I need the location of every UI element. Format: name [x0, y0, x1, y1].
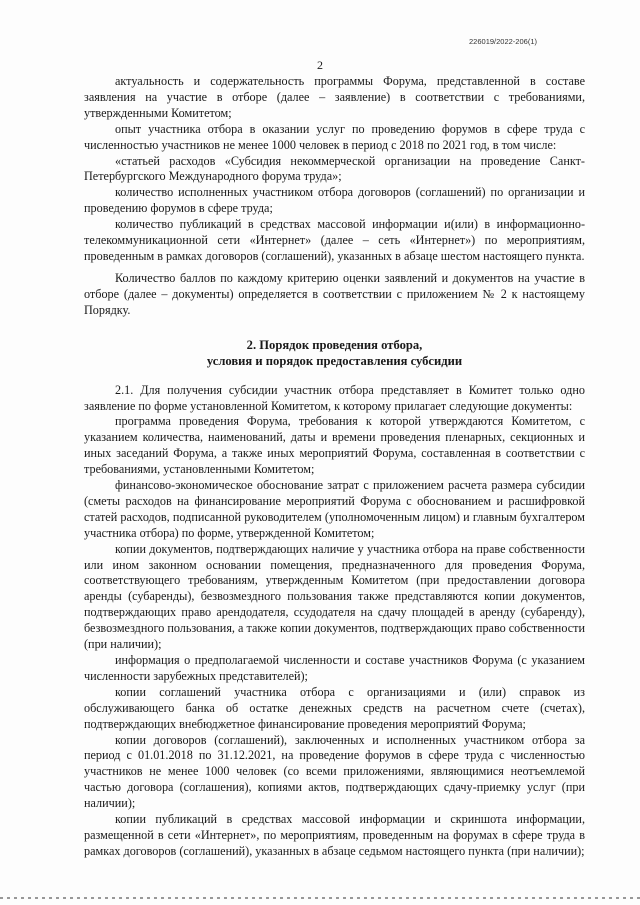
- section-heading: [84, 337, 585, 369]
- paragraph: копии публикаций в средствах массовой информации и скриншота информации, размещенной в сети «Интернет», по мероприятиям, проведенным на форумах в сфере труда в рамках договоров (соглашений), указанных в абзаце седьмом настоящего пункта (при наличии);: [84, 812, 585, 858]
- section-heading-line-2: условия и порядок предоставления субсидии: [206, 353, 463, 368]
- paragraph: актуальность и содержательность программы Форума, представленной в составе заявления на участие в отборе (далее – заявление) в соответствии с требованиями, утвержденными Комитетом;: [84, 74, 585, 120]
- section-heading-line-1: 2. Порядок проведения отбора,: [246, 337, 423, 352]
- paragraph: 2.1. Для получения субсидии участник отбора представляет в Комитет только одно заявление по форме установленной Комитетом, к которому прилагает следующие документы:: [84, 382, 585, 413]
- paragraph: Количество баллов по каждому критерию оценки заявлений и документов на участие в отборе (далее – документы) определяется в соответствии с приложением № 2 к настоящему Порядку.: [84, 270, 585, 317]
- paragraph: копии документов, подтверждающих наличие у участника отбора на праве собственности или ином законном основании помещения, предназначенного для проведения Форума, соответствующего требованиям, утвержденным Комитетом (при предоставлении договора аренды (субаренды), безвозмездного пользования также представляются копии документов, подтверждающих право арендодателя, ссудодателя на сдачу площадей в аренду (субаренду), безвозмездного пользования, а также копии документов, подтверждающих право собственности (при наличии);: [84, 541, 585, 652]
- paragraph: финансово-экономическое обоснование затрат с приложением расчета размера субсидии (сметы расходов на финансирование мероприятий Форума с обоснованием и расшифровкой статей расходов, подписанной руководителем (уполномоченным лицом) и главным бухгалтером участника отбора) по форме, утвержденной Комитетом;: [84, 478, 585, 540]
- paragraph: количество исполненных участником отбора договоров (соглашений) по организации и проведению форумов в сфере труда;: [84, 185, 585, 216]
- paragraph: программа проведения Форума, требования к которой утверждаются Комитетом, с указанием количества, наименований, даты и времени проведения пленарных, секционных и иных заседаний Форума, а также иных мероприятий Форума, составленная в соответствии с требованиями, установленными Комитетом;: [84, 414, 585, 477]
- paragraph: «статьей расходов «Субсидия некоммерческой организации на проведение Санкт-Петербургского Международного форума труда»;: [84, 153, 585, 184]
- document-id: 226019/2022-206(1): [469, 37, 537, 46]
- paragraph: количество публикаций в средствах массовой информации и(или) в информационно-телекоммуникационной сети «Интернет» (далее – сеть «Интернет») по мероприятиям, проведенным в рамках договоров (соглашений), указанных в абзаце шестом настоящего пункта.: [84, 217, 585, 263]
- page-number: 2: [317, 58, 323, 72]
- scan-edge-divider: [0, 897, 640, 899]
- paragraph: опыт участника отбора в оказании услуг по проведению форумов в сфере труда с численностью участников не менее 1000 человек в период с 2018 по 2021 год, в том числе:: [84, 121, 585, 152]
- paragraph: информация о предполагаемой численности и составе участников Форума (с указанием численности зарубежных представителей);: [84, 653, 585, 683]
- paragraph: копии договоров (соглашений), заключенных и исполненных участником отбора за период с 01.01.2018 по 31.12.2021, на проведение форумов в сфере труда с численностью участников не менее 1000 человек (со всеми приложениями, являющимися неотъемлемой частью договора (соглашения), копиями актов, подтверждающих сдачу-приемку услуг (при наличии);: [84, 732, 585, 811]
- document-body: [84, 74, 585, 860]
- paragraph: копии соглашений участника отбора с организациями и (или) справок из обслуживающего банка об остатке денежных средств на расчетном счете (счетах), подтверждающих внебюджетное финансирование проведения мероприятий Форума;: [84, 684, 585, 731]
